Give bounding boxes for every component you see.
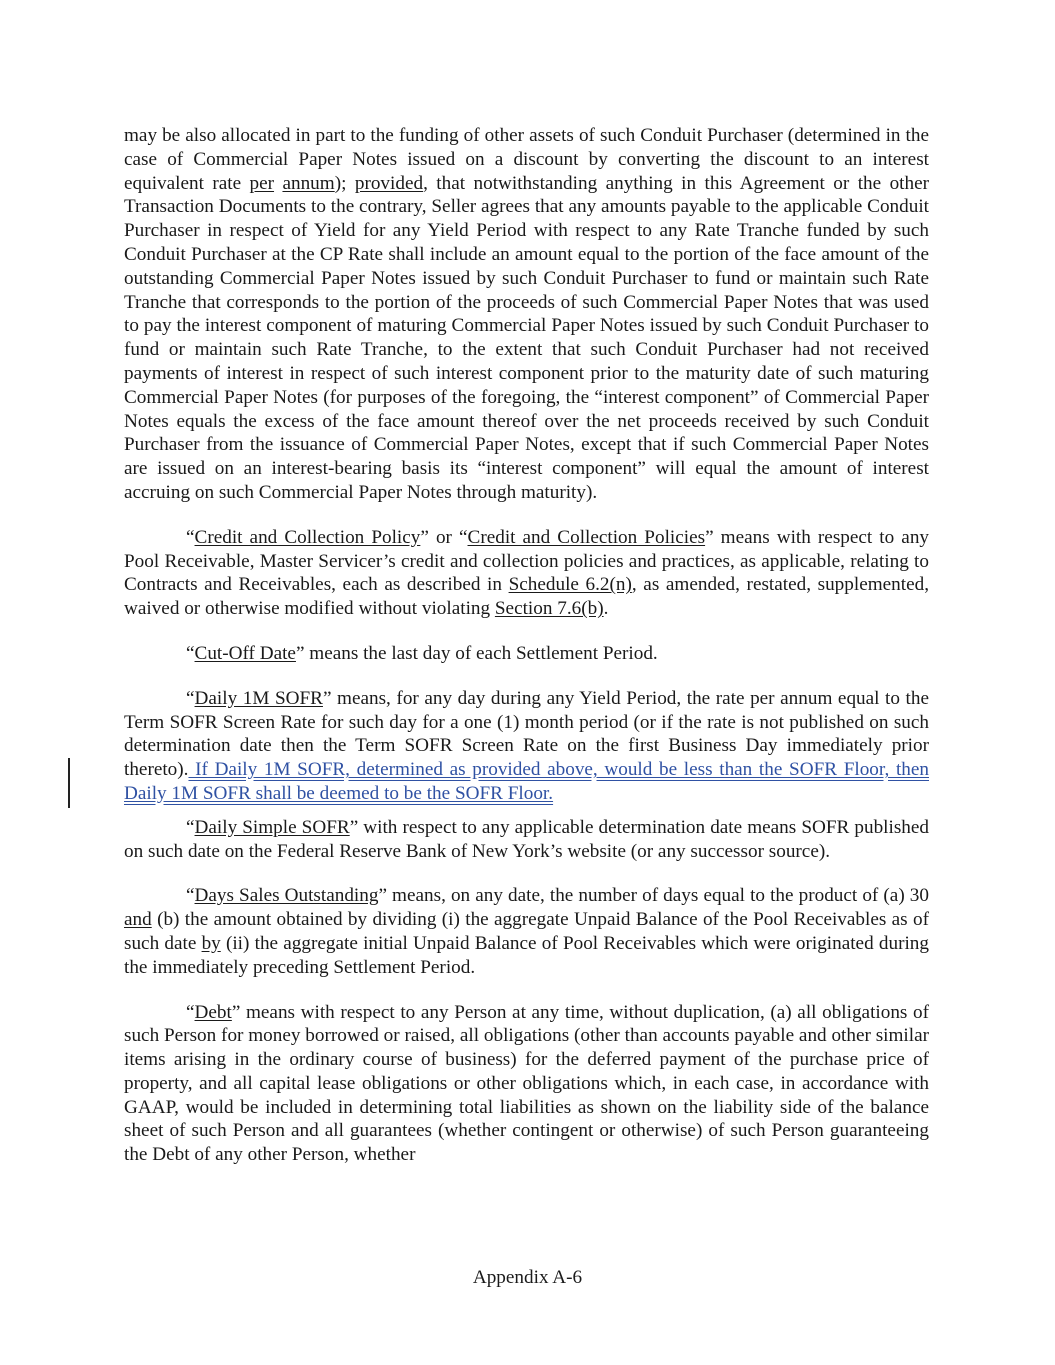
underlined-text: annum xyxy=(282,172,335,194)
cross-reference: Section 7.6(b) xyxy=(494,598,604,620)
text: ” means with respect to any Pool Receivable, Master Servicer’s credit and collection policies and practices, as applicable, relating to Contracts and Receivables, each as described in xyxy=(124,526,930,596)
quote: “ xyxy=(186,885,195,907)
document-body xyxy=(124,124,929,1188)
underlined-text: per xyxy=(249,172,275,194)
text: , as amended, restated, supplemented, waived or otherwise modified without violating xyxy=(124,574,929,620)
text: (ii) the aggregate initial Unpaid Balance of Pool Receivables which were originated during the immediately preceding Settlement Period. xyxy=(124,932,929,978)
underlined-text: provided xyxy=(354,172,424,194)
text: ” means the last day of each Settlement Period. xyxy=(295,642,658,664)
defined-term: Daily Simple SOFR xyxy=(194,816,350,838)
text: may be also allocated in part to the funding of other assets of such Conduit Purchaser (determined in the case of Commercial Paper Notes issued on a discount by converting the discount to an interest equivalent rate xyxy=(124,125,929,194)
definition-daily-simple-sofr xyxy=(124,816,929,864)
cross-reference: Schedule 6.2(n) xyxy=(508,574,632,596)
quote: “ xyxy=(186,816,195,838)
text: ” means with respect to any Person at any time, without duplication, (a) all obligations of such Person for money borrowed or raised, all obligations (other than accounts payable and other similar items arising in the ordinary course of business) for the deferred payment of the purchase price of property, and all capital lease obligations or other obligations which, in each case, in accordance with GAAP, would be included in determining total liabilities as shown on the liability side of the balance sheet of such Person and all guarantees (whether contingent or otherwise) of such Person guaranteeing the Debt of any other Person, whether xyxy=(124,1001,929,1166)
defined-term: Days Sales Outstanding xyxy=(194,885,379,907)
quote: “ xyxy=(186,642,195,664)
page-label: Appendix A-6 xyxy=(472,1267,583,1288)
text: ); xyxy=(334,172,355,194)
defined-term: Debt xyxy=(194,1001,232,1023)
quote: “ xyxy=(186,1001,195,1023)
underlined-text: and xyxy=(124,909,152,931)
text: , that notwithstanding anything in this Agreement or the other Transaction Documents to the contrary, Seller agrees that any amounts payable to the applicable Conduit Purchaser in respect of Yield for any Yield Period with respect to any Rate Tranche funded by such Conduit Purchaser at the CP Rate shall include an amount equal to the portion of the face amount of the outstanding Commercial Paper Notes issued by such Conduit Purchaser to fund or maintain such Rate Tranche that corresponds to the portion of the proceeds of such Commercial Paper Notes that was used to pay the interest component of maturing Commercial Paper Notes issued by such Conduit Purchaser to fund or maintain such Rate Tranche, to the extent that such Conduit Purchaser had not received payments of interest in respect of such interest component prior to the maturity date of such maturing Commercial Paper Notes (for purposes of the foregoing, the “interest component” of Commercial Paper Notes equals the excess of the face amount thereof over the net proceeds received by such Conduit Purchaser from the issuance of Commercial Paper Notes, except that if such Commercial Paper Notes are issued on an interest-bearing basis its “interest component” will equal the amount of interest accruing on such Commercial Paper Notes through maturity). xyxy=(124,172,929,503)
defined-term: Cut-Off Date xyxy=(194,642,296,664)
definition-debt xyxy=(124,1001,929,1168)
underlined-text: by xyxy=(201,932,221,954)
page-footer xyxy=(0,1266,1055,1290)
text: (b) the amount obtained by dividing (i) the aggregate Unpaid Balance of the Pool Receivables as of such date xyxy=(124,909,929,954)
text: ” means, on any date, the number of days equal to the product of (a) 30 xyxy=(378,885,929,907)
text: ” with respect to any applicable determination date means SOFR published on such date on the Federal Reserve Bank of New York’s website (or any successor source). xyxy=(124,816,930,862)
revision-change-bar xyxy=(68,758,70,808)
quote: “ xyxy=(186,526,195,548)
defined-term: Daily 1M SOFR xyxy=(194,687,323,709)
text: ” means, for any day during any Yield Period, the rate per annum equal to the Term SOFR Screen Rate for such day for a one (1) month period (or if the rate is not published on such determination date then the Term SOFR Screen Rate on the first Business Day immediately prior thereto). xyxy=(124,687,929,781)
definition-credit-and-collection-policy xyxy=(124,526,929,621)
defined-term: Credit and Collection Policy xyxy=(194,526,421,548)
quote: “ xyxy=(186,687,195,709)
definition-daily-1m-sofr xyxy=(124,687,929,806)
definition-cut-off-date xyxy=(124,642,929,666)
definition-days-sales-outstanding xyxy=(124,884,929,979)
text: . xyxy=(603,598,609,620)
defined-term: Credit and Collection Policies xyxy=(467,526,706,548)
continuation-paragraph xyxy=(124,124,929,505)
text: ” or “ xyxy=(420,526,468,548)
inserted-revision-text: If Daily 1M SOFR, determined as provided above, would be less than the SOFR Floor, then Daily 1M SOFR shall be deemed to be the SOFR Floor. xyxy=(124,759,929,804)
